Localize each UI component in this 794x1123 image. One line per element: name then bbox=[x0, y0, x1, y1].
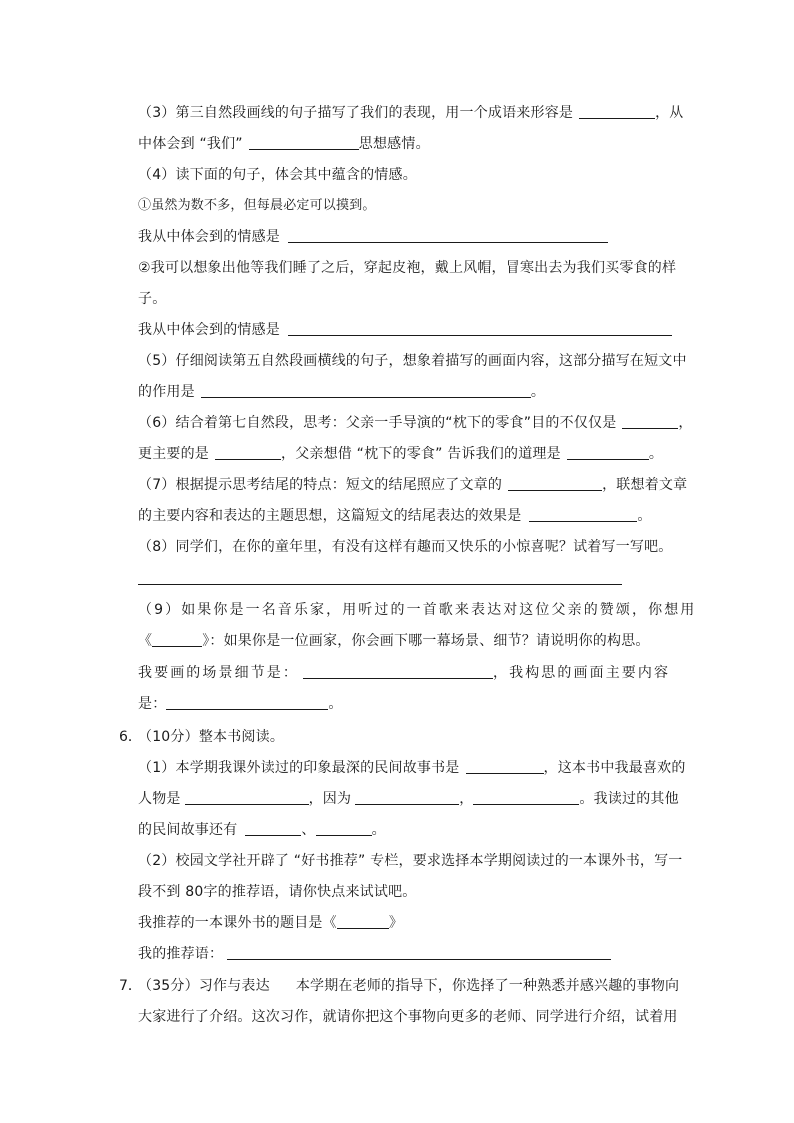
q10-text-p1f: 。我读过的其他 bbox=[579, 791, 679, 807]
q10-text-p1i: 。 bbox=[371, 822, 386, 838]
q6-text-a: （6）结合着第七自然段，思考：父亲一手导演的“枕下的零食”目的不仅仅是 bbox=[138, 415, 617, 431]
q6-text-b: ， bbox=[678, 415, 693, 431]
q3-text-b: ，从 bbox=[655, 105, 684, 121]
q10-text-p1b: ，这本书中我最喜欢的 bbox=[543, 760, 686, 776]
q9-line-2 bbox=[138, 631, 650, 651]
q9-line-3 bbox=[138, 663, 670, 683]
q9-text-a: （9）如果你是一名音乐家，用听过的一首歌来表达对这位父亲的赞颂，你想用 bbox=[138, 602, 697, 618]
q4-answer-1-label: 我从中体会到的情感是 bbox=[138, 229, 280, 245]
q5-text-a: （5）仔细阅读第五自然段画横线的句子，想象着描写的画面内容，这部分描写在短文中 bbox=[138, 353, 687, 369]
q4-answer-2-label: 我从中体会到的情感是 bbox=[138, 322, 280, 338]
q6-line-2 bbox=[138, 444, 663, 464]
q10-p1-line-3 bbox=[138, 820, 386, 840]
q9-text-d1: 是： bbox=[138, 696, 167, 712]
q4-sentence-2-text: ②我可以想象出他等我们睡了之后，穿起皮袍，戴上风帽，冒寒出去为我们买零食的样 bbox=[138, 260, 677, 276]
q4-sentence-1 bbox=[138, 196, 376, 216]
answer-blank[interactable] bbox=[288, 228, 608, 243]
q3-text-d: 思想感情。 bbox=[358, 136, 430, 152]
q10-title-text: （10分）整本书阅读。 bbox=[138, 729, 285, 745]
q7-line-2 bbox=[138, 506, 652, 526]
q5-line-1 bbox=[138, 351, 687, 371]
question-number: 6． bbox=[119, 729, 142, 745]
q10-p1-line-1 bbox=[138, 758, 686, 778]
q6-text-d: ，父亲想借 “枕下的零食” 告诉我们的道理是 bbox=[281, 446, 561, 462]
q9-text-c2: ，我构思的画面主要内容 bbox=[493, 665, 671, 681]
question-number: 7． bbox=[119, 978, 142, 994]
answer-blank[interactable] bbox=[529, 507, 637, 522]
q10-p2-line-4 bbox=[138, 944, 611, 964]
answer-blank[interactable] bbox=[567, 445, 649, 460]
q4-sentence-1-text: ①虽然为数不多，但每晨必定可以摸到。 bbox=[138, 198, 376, 213]
q7-line-1 bbox=[138, 475, 687, 495]
q10-text-p1g: 的民间故事还有 bbox=[138, 822, 238, 838]
q4-sentence-2 bbox=[138, 258, 676, 278]
q5-text-c: 。 bbox=[530, 384, 546, 400]
answer-blank[interactable] bbox=[201, 383, 531, 398]
q7-text-d: 。 bbox=[637, 508, 652, 524]
q4-intro-text: （4）读下面的句子，体会其中蕴含的情感。 bbox=[138, 167, 417, 183]
q11-text-a2: 本学期在老师的指导下，你选择了一种熟悉并感兴趣的事物向 bbox=[295, 978, 680, 994]
q10-p2-line-3 bbox=[138, 913, 403, 933]
q9-line-4 bbox=[138, 694, 343, 714]
q6-line-1 bbox=[138, 413, 693, 433]
answer-blank[interactable] bbox=[622, 414, 678, 429]
q11-line-1 bbox=[138, 976, 679, 996]
q8-line-1 bbox=[138, 537, 673, 557]
answer-blank[interactable] bbox=[303, 664, 493, 679]
q4-sentence-2-cont bbox=[138, 289, 166, 309]
q10-p2-line-1 bbox=[138, 851, 683, 871]
q10-text-p1c: 人物是 bbox=[138, 791, 181, 807]
q9-text-b1: 《 bbox=[138, 633, 153, 649]
q3-line-1 bbox=[138, 103, 684, 123]
q10-title bbox=[138, 727, 284, 747]
q3-line-2 bbox=[138, 134, 430, 154]
answer-blank[interactable] bbox=[152, 632, 202, 647]
q9-text-b2: 》：如果你是一位画家，你会画下哪一幕场景、细节？请说明你的构思。 bbox=[202, 633, 650, 649]
answer-blank[interactable] bbox=[316, 821, 372, 836]
answer-blank[interactable] bbox=[185, 790, 309, 805]
answer-blank[interactable] bbox=[355, 790, 459, 805]
q4-answer-1 bbox=[138, 227, 608, 247]
q8-answer-line[interactable] bbox=[138, 584, 622, 585]
q5-line-2 bbox=[138, 382, 545, 402]
answer-blank[interactable] bbox=[166, 695, 328, 710]
q5-text-b: 的作用是 bbox=[138, 384, 195, 400]
q7-text-a: （7）根据提示思考结尾的特点：短文的结尾照应了文章的 bbox=[138, 477, 503, 493]
q10-text-p1e: ， bbox=[459, 791, 474, 807]
answer-blank[interactable] bbox=[473, 790, 579, 805]
q10-text-p2a: （2）校园文学社开辟了 “好书推荐” 专栏，要求选择本学期阅读过的一本课外书，写一 bbox=[138, 853, 683, 869]
q10-text-p1h: 、 bbox=[301, 822, 316, 838]
answer-blank[interactable] bbox=[579, 104, 655, 119]
q4-answer-2 bbox=[138, 320, 672, 340]
answer-blank[interactable] bbox=[245, 821, 301, 836]
q6-text-e: 。 bbox=[648, 446, 664, 462]
q8-text-a: （8）同学们，在你的童年里，有没有这样有趣而又快乐的小惊喜呢？试着写一写吧。 bbox=[138, 539, 673, 555]
q9-text-d2: 。 bbox=[328, 696, 343, 712]
q10-text-p2e: 我的推荐语： bbox=[138, 946, 224, 962]
q4-intro bbox=[138, 165, 417, 185]
q10-text-p2c: 我推荐的一本课外书的题目是《 bbox=[138, 915, 337, 931]
q10-p2-line-2 bbox=[138, 882, 416, 902]
q11-line-2 bbox=[138, 1007, 678, 1027]
q10-text-p1a: （1）本学期我课外读过的印象最深的民间故事书是 bbox=[138, 760, 460, 776]
answer-blank[interactable] bbox=[227, 945, 611, 960]
answer-blank[interactable] bbox=[215, 445, 281, 460]
q7-text-b: ，联想着文章 bbox=[602, 477, 688, 493]
q6-text-c: 更主要的是 bbox=[138, 446, 209, 462]
q7-text-c: 的主要内容和表达的主题思想，这篇短文的结尾表达的效果是 bbox=[138, 508, 522, 524]
q9-text-c1: 我要画的场景细节是： bbox=[138, 665, 299, 681]
answer-blank[interactable] bbox=[337, 914, 389, 929]
answer-blank[interactable] bbox=[288, 321, 672, 336]
q4-sentence-2-cont-text: 子。 bbox=[138, 291, 167, 307]
q10-text-p1d: ，因为 bbox=[308, 791, 352, 807]
q3-text-a: （3）第三自然段画线的句子描写了我们的表现，用一个成语来形容是 bbox=[138, 105, 574, 121]
q11-text-b: 大家进行了介绍。这次习作，就请你把这个事物向更多的老师、同学进行介绍，试着用 bbox=[138, 1009, 678, 1025]
q3-text-c: 中体会到 “我们” bbox=[138, 136, 243, 152]
q10-text-p2d: 》 bbox=[388, 915, 404, 931]
q10-p1-line-2 bbox=[138, 789, 679, 809]
answer-blank[interactable] bbox=[249, 135, 359, 150]
answer-blank[interactable] bbox=[508, 476, 602, 491]
q9-line-1 bbox=[138, 600, 696, 620]
q11-text-a1: （35分）习作与表达 bbox=[138, 978, 270, 994]
q10-text-p2b: 段不到 80字的推荐语，请你快点来试试吧。 bbox=[138, 884, 417, 900]
answer-blank[interactable] bbox=[466, 759, 544, 774]
